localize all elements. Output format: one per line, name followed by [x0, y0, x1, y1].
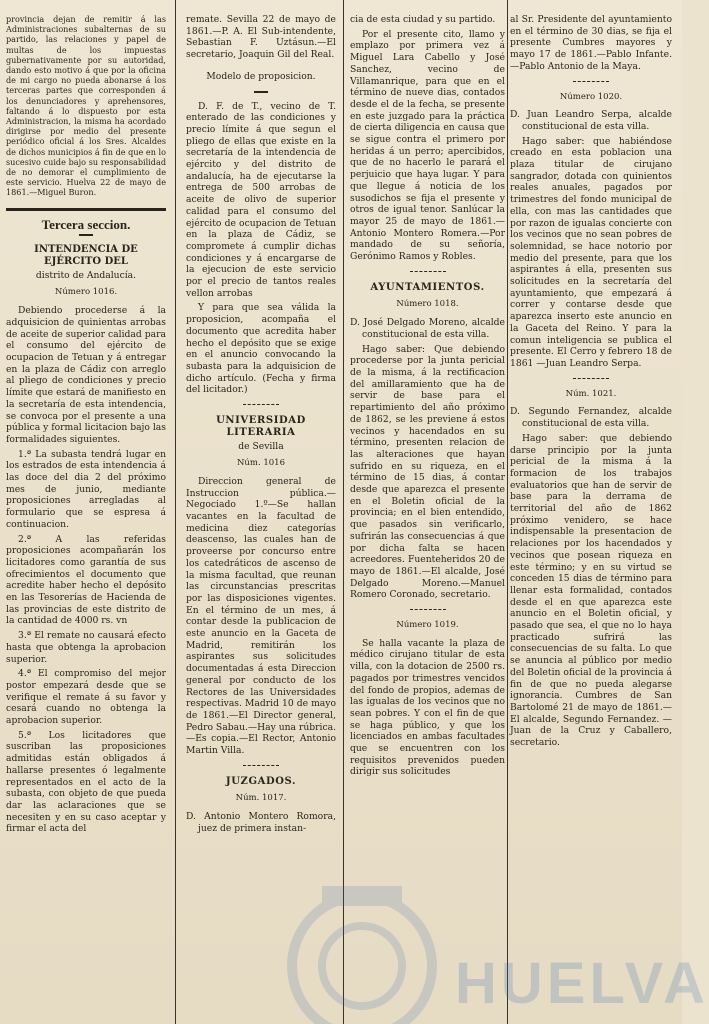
paragraph: Y para que sea válida la proposicion, acompaña el documento que acredita haber hecho el depósito que se exige en el anuncio convocando la subasta para la adquisicion de dicho artículo. (Fecha y firma del licitador.) — [186, 302, 336, 396]
notice-number: Núm. 1016 — [236, 458, 285, 469]
notice-heading: Modelo de proposicion. — [206, 70, 316, 82]
paragraph: provincia dejan de remitir á las Administraciones subalternas de su partido, las relaciones y papel de multas de los impuestas gubernativamente por su autoridad, dando esto motivo á que por la oficina de mi cargo no pueda abonarse á los terceras partes que corresponden á los denunciadores y aprehensores, faltando á lo dispuesto por esta Administracion, la misma ha acordado dirigirse por medio del presente periódico oficial á los Sres. Alcaldes de dichos municipios á fin de que en lo sucesivo cuide bajo su responsabilidad de no demorar el cumplimiento de este servicio. Huelva 22 de mayo de 1861.—Miguel Buron. — [6, 14, 166, 198]
paragraph: 1.ª La subasta tendrá lugar en los estrados de esta intendencia á las doce del dia 2 del próximo mes de junio, mediante proposiciones arregladas al formulario que se espresa á continuacion. — [6, 448, 166, 530]
divider — [254, 91, 268, 93]
notice-subheading: de Sevilla — [238, 440, 284, 452]
divider — [79, 234, 93, 236]
column-2 — [186, 14, 336, 1014]
notice-number: Número 1019. — [396, 620, 459, 631]
paragraph: 3.ª El remate no causará efecto hasta que obtenga la aprobacion superior. — [6, 630, 166, 665]
paragraph: D. José Delgado Moreno, alcalde constitucional de esta villa. — [350, 317, 505, 340]
column-rule — [343, 0, 344, 1024]
column-rule — [175, 0, 176, 1024]
notice-subheading: distrito de Andalucía. — [35, 269, 137, 281]
notice-number: Núm. 1021. — [565, 388, 617, 399]
paragraph: D. Juan Leandro Serpa, alcalde constitucional de esta villa. — [510, 109, 672, 132]
section-rule — [6, 208, 166, 211]
divider — [243, 765, 279, 766]
paragraph: Se halla vacante la plaza de médico cirujano titular de esta villa, con la dotacion de 2500 rs. pagados por trimestres vencidos del fondo de propios, ademas de las igualas de los vecinos que no sean pobres. Y con el fin de que se haga público, y que los licenciados en ambas facultades que se encuentren con los requisitos prevenidos pueden dirigir sus solicitudes — [350, 637, 505, 778]
paragraph: D. F. de T., vecino de T. enterado de las condiciones y precio límite á que segun el pliego de ellas que existe en la secretaría de la intendencia de ejército y del distrito de andalucía, ha de ejecutarse la entrega de 500 arrobas de aceite de olivo de superior calidad para el consumo del ejército de ocupacion de Tetuan en la plaza de Cádiz, se compromete á cumplir dichas condiciones y á encargarse de la ejecucion de este servicio por el precio de tantos reales vellon arrobas — [186, 100, 336, 299]
divider — [410, 271, 446, 272]
paragraph: Hago saber: Que debiendo procederse por la junta pericial de la misma, á la rectificacion del amillaramiento que ha de servir de base para el repartimiento del año próximo de 1862, se les previene á estos vecinos y hacendados en su término, presenten relacion de las alteraciones que hayan sufrido en su riqueza, en el término de 15 dias, á contar desde que aparezca el presente en el Boletin oficial de la provincia; en el bien entendido, que pasados sin verificarlo, sufrirán las consecuencias á que por dicha falta se hacen acreedores. Fuenteheridos 20 de mayo de 1861.—El alcalde, José Delgado Moreno.—Manuel Romero Coronado, secretario. — [350, 343, 505, 601]
notice-number: Número 1020. — [559, 91, 623, 102]
notice-number: Núm. 1017. — [235, 793, 287, 804]
divider — [573, 378, 609, 379]
divider — [410, 609, 446, 610]
notice-number: Número 1018. — [396, 299, 459, 310]
paragraph: Por el presente cito, llamo y emplazo por primera vez á Miguel Lara Cabello y José Sanchez, vecino de Villamanrique, para que en el término de nueve dias, contados desde el de la fecha, se presente en este juzgado para la práctica de cierta diligencia en causa que se sigue contra el primero por heridas á un perro; apercibidos, que de no hacerlo le parará el perjuicio que haya lugar. Y para que llegue á noticia de los susodichos se fija el presente y otros de igual tenor. Sanlúcar la mayor 25 de mayo de 1861.—Antonio Montero Romera.—Por mandado de su señoría, Gerónimo Ramos y Robles. — [350, 28, 505, 263]
divider — [243, 404, 279, 405]
section-title: AYUNTAMIENTOS. — [370, 281, 485, 293]
paragraph: D. Segundo Fernandez, alcalde constitucional de esta villa. — [510, 406, 672, 430]
paragraph: Direccion general de Instruccion pública.—Negociado 1.º—Se hallan vacantes en la facultad de medicina diez categorías deascenso, las cuales han de proveerse por concurso entre los catedráticos de ascenso de la misma facultad, que reunan las circunstancias prescritas por las disposiciones vigentes. En el término de un mes, á contar desde la publicacion de este anuncio en la Gaceta de Madrid, remitirán los aspirantes sus solicitudes documentadas á esta Direccion general por conducto de los Rectores de las Universidades respectivas. Madrid 10 de mayo de 1861.—El Director general, Pedro Sabau.—Hay una rúbrica.—Es copia.—El Rector, Antonio Martin Villa. — [186, 475, 336, 757]
paragraph: Debiendo procederse á la adquisicion de quinientas arrobas de aceite de superior calidad para el consumo del ejército de ocupacion de Tetuan y á entregar en la plaza de Cádiz con arreglo al pliego de condiciones y precio límite que estará de manifiesto en la secretaría de esta intendencia, se convoca por el presente a una pública y formal licitacion bajo las formalidades siguientes. — [6, 305, 166, 445]
notice-heading: UNIVERSIDAD LITERARIA — [216, 415, 306, 438]
paragraph: Hago saber: que debiendo darse principio por la junta pericial de la misma á la formacion de los trabajos evaluatorios que han de servir de base para la derrama de territorial del año de 1862 próximo venidero, se hace indispensable la presentacion de relaciones por los hacendados y vecinos que posean riqueza en este término; y en su virtud se conceden 15 dias de término para llenar esta formalidad, contados desde el en que aparezca este anuncio en el Boletin oficial, y pasado que sea, el que no lo haya practicado sufrirá las consecuencias de su falta. Lo que se anuncia al público por medio del Boletin oficial de la provincia á fin de que no pueda alegarse ignorancia. Cumbres de San Bartolomé 21 de mayo de 1861.—El alcalde, Segundo Fernandez. —Juan de la Cruz y Caballero, secretario. — [510, 432, 672, 749]
paragraph: 5.ª Los licitadores que suscriban las proposiciones admitidas están obligados á hallarse presentes ó legalmente representados en el acto de la subasta, con objeto de que pueda dar las aclaraciones que se necesiten y en su caso aceptar y firmar el acta del — [6, 729, 166, 835]
notice-number: Número 1016. — [54, 287, 118, 298]
column-3 — [350, 14, 505, 1014]
paragraph: 4.ª El compromiso del mejor postor empezará desde que se verifique el remate á su favor y cesará cuando no obtenga la aprobacion superior. — [6, 668, 166, 727]
column-rule — [507, 0, 508, 1024]
notice-heading: INTENDENCIA DE EJÉRCITO DEL — [34, 244, 138, 268]
paragraph: D. Antonio Montero Romora, juez de primera instan- — [186, 811, 336, 834]
watermark-text: HUELVA — [455, 951, 709, 1016]
divider — [573, 81, 609, 82]
paragraph: al Sr. Presidente del ayuntamiento en el término de 30 dias, se fija el presente Cumbres mayores y mayo 17 de 1861.—Pablo Infante.—Pablo Antonio de la Maya. — [510, 14, 672, 72]
column-1 — [6, 14, 166, 1014]
paragraph: 2.ª A las referidas proposiciones acompañarán los licitadores como garantía de sus ofrecimientos el documento que acredite haber hecho el depósito en las Tesorerías de Hacienda de las provincias de este distrito de la cantidad de 4000 rs. vn — [6, 533, 166, 627]
section-title: JUZGADOS. — [225, 775, 297, 787]
paragraph: cia de esta ciudad y su partido. — [350, 14, 496, 25]
paragraph: remate. Sevilla 22 de mayo de 1861.—P. A. El Sub-intendente, Sebastian F. Uztásun.—El secretario, Joaquin Gil del Real. — [186, 14, 336, 61]
section-title: Tercera seccion. — [41, 216, 131, 232]
column-4 — [510, 14, 672, 1014]
paragraph: Hago saber: que habiéndose creado en esta poblacion una plaza titular de cirujano sangrador, dotada con quinientos reales anuales, pagados por trimestres del fondo municipal de ella, con mas las cantidades que por razon de igualas concierte con los vecinos que no sean pobres de solemnidad, se hace notorio por medio del presente, para que los aspirantes á ella, presenten sus solicitudes en la secretaría del ayuntamiento, que empezará á correr y contarse desde que aparezca inserto este anuncio en la Gaceta del Reino. Y para la comun inteligencia se publica el presente. El Cerro y febrero 18 de 1861 —Juan Leandro Serpa. — [510, 135, 672, 369]
